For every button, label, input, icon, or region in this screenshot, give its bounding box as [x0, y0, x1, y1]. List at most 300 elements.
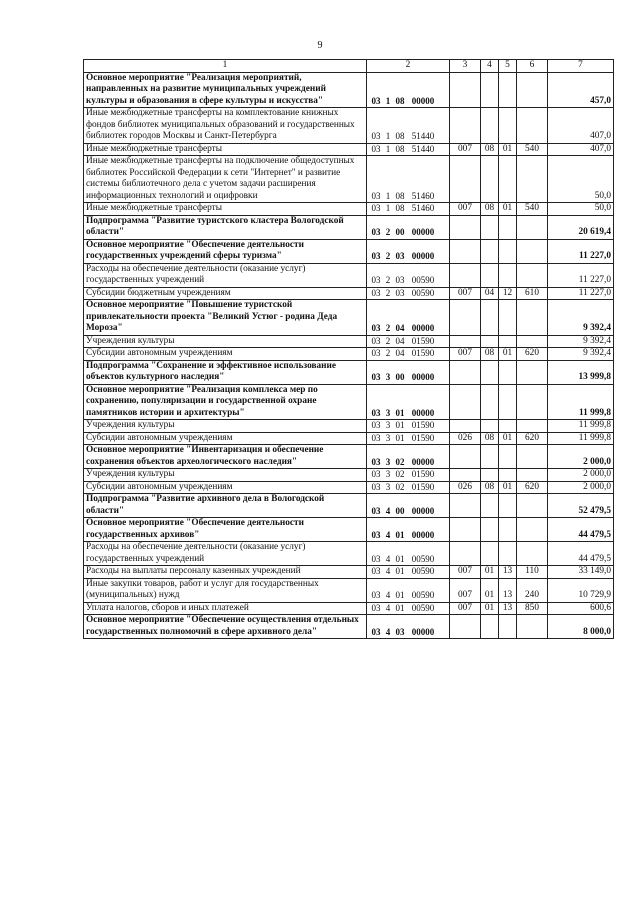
row-section — [481, 239, 499, 263]
code-part: 01590 — [411, 420, 435, 430]
row-section: 08 — [481, 481, 499, 494]
row-amount: 11 999,8 — [548, 420, 614, 433]
row-code — [367, 542, 450, 566]
row-name: Субсидии автономным учреждениям — [84, 481, 367, 494]
code-part: 1 — [385, 131, 391, 141]
code-part: 01 — [395, 566, 405, 576]
row-name: Иные межбюджетные трансферты на комплектование книжных фондов библиотек муниципальных образований и государственных библиотек городов Москвы и Санкт-Петербурга — [84, 108, 367, 144]
row-amount: 9 392,4 — [548, 300, 614, 336]
code-part: 00000 — [411, 372, 435, 382]
row-subsection — [499, 72, 517, 108]
row-code — [367, 348, 450, 361]
code-part: 2 — [385, 275, 391, 285]
code-part: 08 — [395, 143, 405, 154]
row-code — [367, 239, 450, 263]
row-ministry — [450, 445, 481, 469]
row-amount: 457,0 — [548, 72, 614, 108]
row-section: 01 — [481, 602, 499, 615]
row-ministry: 007 — [450, 203, 481, 216]
row-code — [367, 432, 450, 445]
row-ministry: 007 — [450, 348, 481, 361]
code-part: 51440 — [411, 131, 435, 141]
code-part: 03 — [371, 335, 381, 346]
row-expense-type — [517, 518, 548, 542]
table-row — [84, 143, 614, 156]
code-part: 08 — [395, 95, 405, 106]
row-ministry — [450, 542, 481, 566]
code-part: 03 — [395, 626, 405, 637]
row-amount: 13 999,8 — [548, 360, 614, 384]
code-part: 01590 — [411, 348, 435, 358]
row-ministry — [450, 215, 481, 239]
row-name: Иные закупки товаров, работ и услуг для государственных (муниципальных) нужд — [84, 578, 367, 602]
row-code — [367, 566, 450, 579]
row-name: Субсидии бюджетным учреждениям — [84, 287, 367, 300]
code-part: 08 — [395, 203, 405, 213]
row-code — [367, 360, 450, 384]
row-ministry — [450, 300, 481, 336]
code-part: 51460 — [411, 190, 435, 201]
row-name: Уплата налогов, сборов и иных платежей — [84, 602, 367, 615]
code-part: 01 — [395, 590, 405, 600]
row-code — [367, 156, 450, 203]
row-code — [367, 335, 450, 348]
code-part: 00000 — [411, 227, 435, 237]
row-name: Основное мероприятие "Обеспечение деятельности государственных архивов" — [84, 518, 367, 542]
row-amount: 44 479,5 — [548, 518, 614, 542]
row-subsection: 13 — [499, 566, 517, 579]
code-part: 1 — [385, 95, 391, 106]
row-section — [481, 384, 499, 420]
code-part: 00000 — [411, 251, 435, 261]
table-row — [84, 469, 614, 482]
table-row — [84, 239, 614, 263]
row-subsection: 13 — [499, 578, 517, 602]
row-expense-type — [517, 615, 548, 639]
row-expense-type: 610 — [517, 287, 548, 300]
row-ministry — [450, 108, 481, 144]
row-name: Расходы на обеспечение деятельности (оказание услуг) государственных учреждений — [84, 263, 367, 287]
row-section: 01 — [481, 566, 499, 579]
row-subsection — [499, 360, 517, 384]
row-code — [367, 445, 450, 469]
row-section — [481, 72, 499, 108]
row-subsection: 01 — [499, 143, 517, 156]
table-row — [84, 566, 614, 579]
code-part: 03 — [371, 456, 381, 467]
table-row — [84, 420, 614, 433]
code-part: 3 — [385, 469, 391, 479]
code-part: 03 — [371, 529, 381, 540]
page-number: 9 — [317, 40, 323, 51]
row-amount: 11 227,0 — [548, 287, 614, 300]
row-ministry — [450, 384, 481, 420]
code-part: 01 — [395, 407, 405, 418]
row-subsection — [499, 420, 517, 433]
row-amount: 11 227,0 — [548, 263, 614, 287]
row-expense-type — [517, 215, 548, 239]
row-subsection — [499, 239, 517, 263]
column-header-2: 2 — [367, 60, 450, 73]
row-expense-type: 620 — [517, 348, 548, 361]
code-part: 4 — [385, 602, 391, 613]
code-part: 01 — [395, 602, 405, 613]
code-part: 00000 — [411, 529, 435, 540]
code-part: 03 — [395, 287, 405, 298]
table-row — [84, 432, 614, 445]
row-name: Основное мероприятие "Инвентаризация и обеспечение сохранения объектов археологического наследия" — [84, 445, 367, 469]
code-part: 03 — [371, 432, 381, 443]
row-name: Основное мероприятие "Повышение туристской привлекательности проекта "Великий Устюг - родина Деда Мороза" — [84, 300, 367, 336]
row-code — [367, 615, 450, 639]
row-amount: 50,0 — [548, 156, 614, 203]
row-code — [367, 518, 450, 542]
code-part: 4 — [385, 553, 391, 564]
row-code — [367, 143, 450, 156]
code-part: 03 — [371, 95, 381, 106]
row-subsection: 12 — [499, 287, 517, 300]
code-part: 03 — [371, 553, 381, 564]
row-code — [367, 72, 450, 108]
row-code — [367, 420, 450, 433]
code-part: 00000 — [411, 456, 435, 467]
row-amount: 2 000,0 — [548, 445, 614, 469]
row-name: Основное мероприятие "Обеспечение осуществления отдельных государственных полномочий в сфере архивного дела" — [84, 615, 367, 639]
table-row — [84, 578, 614, 602]
row-subsection — [499, 542, 517, 566]
row-name: Учреждения культуры — [84, 420, 367, 433]
code-part: 00000 — [411, 323, 435, 333]
row-amount: 600,6 — [548, 602, 614, 615]
row-name: Учреждения культуры — [84, 335, 367, 348]
row-section — [481, 445, 499, 469]
row-ministry: 007 — [450, 578, 481, 602]
code-part: 00000 — [411, 407, 435, 418]
row-expense-type: 110 — [517, 566, 548, 579]
row-ministry — [450, 420, 481, 433]
row-expense-type — [517, 263, 548, 287]
row-name: Подпрограмма "Развитие архивного дела в Вологодской области" — [84, 494, 367, 518]
row-expense-type — [517, 72, 548, 108]
row-amount: 50,0 — [548, 203, 614, 216]
row-code — [367, 203, 450, 216]
code-part: 03 — [371, 131, 381, 141]
row-expense-type — [517, 445, 548, 469]
row-name: Субсидии автономным учреждениям — [84, 432, 367, 445]
code-part: 03 — [395, 275, 405, 285]
code-part: 2 — [385, 287, 391, 298]
row-section — [481, 518, 499, 542]
row-expense-type: 240 — [517, 578, 548, 602]
table-row — [84, 602, 614, 615]
code-part: 01590 — [411, 469, 435, 479]
table-row — [84, 518, 614, 542]
row-subsection — [499, 518, 517, 542]
code-part: 01 — [395, 432, 405, 443]
row-expense-type — [517, 542, 548, 566]
row-section: 04 — [481, 287, 499, 300]
row-ministry: 007 — [450, 566, 481, 579]
row-section — [481, 300, 499, 336]
row-section — [481, 615, 499, 639]
code-part: 00000 — [411, 505, 435, 516]
code-part: 00000 — [411, 626, 435, 637]
code-part: 00590 — [411, 566, 435, 576]
code-part: 4 — [385, 590, 391, 600]
row-expense-type — [517, 108, 548, 144]
code-part: 3 — [385, 432, 391, 443]
row-name: Подпрограмма "Сохранение и эффективное использование объектов культурного наследия" — [84, 360, 367, 384]
row-amount: 11 999,8 — [548, 384, 614, 420]
table-row — [84, 494, 614, 518]
row-code — [367, 602, 450, 615]
row-ministry — [450, 518, 481, 542]
row-name: Иные межбюджетные трансферты — [84, 143, 367, 156]
row-ministry — [450, 239, 481, 263]
row-section — [481, 335, 499, 348]
code-part: 03 — [371, 566, 381, 576]
row-amount: 20 619,4 — [548, 215, 614, 239]
row-ministry — [450, 72, 481, 108]
row-section — [481, 420, 499, 433]
row-section: 01 — [481, 578, 499, 602]
code-part: 2 — [385, 323, 391, 333]
code-part: 51460 — [411, 203, 435, 213]
code-part: 03 — [371, 626, 381, 637]
row-name: Основное мероприятие "Реализация мероприятий, направленных на развитие муниципальных учреждений культуры и образования в сфере культуры и искусства" — [84, 72, 367, 108]
code-part: 4 — [385, 626, 391, 637]
code-part: 03 — [371, 143, 381, 154]
row-section — [481, 494, 499, 518]
row-ministry — [450, 494, 481, 518]
code-part: 01 — [395, 420, 405, 430]
row-name: Иные межбюджетные трансферты на подключение общедоступных библиотек Российской Федерации к сети "Интернет" и развитие системы библиотечного дела с учетом задачи расширения информационных технологий и оцифровки — [84, 156, 367, 203]
code-part: 08 — [395, 190, 405, 201]
code-part: 04 — [395, 348, 405, 358]
row-subsection — [499, 263, 517, 287]
code-part: 4 — [385, 505, 391, 516]
row-expense-type: 850 — [517, 602, 548, 615]
code-part: 01 — [395, 529, 405, 540]
column-header-3: 3 — [450, 60, 481, 73]
row-code — [367, 494, 450, 518]
code-part: 1 — [385, 203, 391, 213]
code-part: 3 — [385, 456, 391, 467]
table-row — [84, 615, 614, 639]
code-part: 03 — [371, 372, 381, 382]
row-amount: 44 479,5 — [548, 542, 614, 566]
row-code — [367, 481, 450, 494]
code-part: 03 — [371, 407, 381, 418]
table-row — [84, 300, 614, 336]
row-section — [481, 469, 499, 482]
code-part: 02 — [395, 456, 405, 467]
row-expense-type — [517, 469, 548, 482]
row-code — [367, 108, 450, 144]
row-code — [367, 287, 450, 300]
row-ministry: 007 — [450, 143, 481, 156]
code-part: 3 — [385, 481, 391, 492]
row-code — [367, 384, 450, 420]
row-amount: 407,0 — [548, 143, 614, 156]
code-part: 03 — [371, 251, 381, 261]
code-part: 4 — [385, 566, 391, 576]
code-part: 00590 — [411, 275, 435, 285]
row-expense-type — [517, 300, 548, 336]
code-part: 51440 — [411, 143, 435, 154]
code-part: 1 — [385, 190, 391, 201]
code-part: 3 — [385, 420, 391, 430]
row-section: 08 — [481, 432, 499, 445]
row-section: 08 — [481, 348, 499, 361]
code-part: 03 — [371, 190, 381, 201]
row-ministry: 007 — [450, 287, 481, 300]
column-header-5: 5 — [499, 60, 517, 73]
code-part: 00590 — [411, 590, 435, 600]
row-section — [481, 263, 499, 287]
row-amount: 407,0 — [548, 108, 614, 144]
row-section — [481, 215, 499, 239]
row-code — [367, 578, 450, 602]
row-subsection — [499, 445, 517, 469]
code-part: 01 — [395, 553, 405, 564]
row-ministry — [450, 615, 481, 639]
row-ministry: 026 — [450, 432, 481, 445]
table-row — [84, 384, 614, 420]
code-part: 03 — [371, 602, 381, 613]
code-part: 00 — [395, 372, 405, 382]
budget-table — [83, 59, 614, 639]
row-expense-type — [517, 335, 548, 348]
row-name: Основное мероприятие "Обеспечение деятельности государственных учреждений сферы туризма" — [84, 239, 367, 263]
code-part: 00 — [395, 227, 405, 237]
row-subsection: 01 — [499, 481, 517, 494]
row-code — [367, 469, 450, 482]
row-ministry: 007 — [450, 602, 481, 615]
code-part: 01590 — [411, 335, 435, 346]
row-subsection — [499, 384, 517, 420]
row-subsection — [499, 215, 517, 239]
row-name: Иные межбюджетные трансферты — [84, 203, 367, 216]
code-part: 00590 — [411, 287, 435, 298]
table-row — [84, 203, 614, 216]
row-amount: 52 479,5 — [548, 494, 614, 518]
row-subsection — [499, 335, 517, 348]
table-row — [84, 360, 614, 384]
table-row — [84, 348, 614, 361]
code-part: 03 — [371, 323, 381, 333]
row-expense-type: 540 — [517, 203, 548, 216]
code-part: 03 — [371, 420, 381, 430]
row-section — [481, 108, 499, 144]
row-amount: 11 227,0 — [548, 239, 614, 263]
row-subsection: 01 — [499, 348, 517, 361]
table-row — [84, 215, 614, 239]
row-amount: 2 000,0 — [548, 481, 614, 494]
code-part: 03 — [371, 275, 381, 285]
code-part: 00000 — [411, 95, 435, 106]
row-subsection — [499, 494, 517, 518]
code-part: 3 — [385, 407, 391, 418]
row-code — [367, 300, 450, 336]
row-subsection: 01 — [499, 203, 517, 216]
code-part: 3 — [385, 372, 391, 382]
code-part: 01590 — [411, 481, 435, 492]
row-code — [367, 263, 450, 287]
code-part: 03 — [371, 469, 381, 479]
row-name: Расходы на обеспечение деятельности (оказание услуг) государственных учреждений — [84, 542, 367, 566]
code-part: 03 — [371, 348, 381, 358]
table-body — [84, 72, 614, 639]
row-subsection — [499, 108, 517, 144]
code-part: 02 — [395, 469, 405, 479]
row-name: Основное мероприятие "Реализация комплекса мер по сохранению, популяризации и государственной охране памятников истории и архитектуры" — [84, 384, 367, 420]
row-ministry — [450, 263, 481, 287]
row-subsection — [499, 300, 517, 336]
table-row — [84, 72, 614, 108]
code-part: 03 — [371, 481, 381, 492]
table-header-row — [84, 60, 614, 73]
row-subsection: 01 — [499, 432, 517, 445]
code-part: 00590 — [411, 553, 435, 564]
row-expense-type: 540 — [517, 143, 548, 156]
table-row — [84, 108, 614, 144]
column-header-1: 1 — [84, 60, 367, 73]
code-part: 2 — [385, 251, 391, 261]
table-row — [84, 445, 614, 469]
row-expense-type — [517, 420, 548, 433]
row-expense-type: 620 — [517, 432, 548, 445]
column-header-6: 6 — [517, 60, 548, 73]
row-name: Учреждения культуры — [84, 469, 367, 482]
code-part: 4 — [385, 529, 391, 540]
code-part: 2 — [385, 335, 391, 346]
table-row — [84, 287, 614, 300]
code-part: 00590 — [411, 602, 435, 613]
row-section — [481, 360, 499, 384]
code-part: 08 — [395, 131, 405, 141]
row-amount: 9 392,4 — [548, 335, 614, 348]
row-subsection — [499, 156, 517, 203]
code-part: 03 — [371, 203, 381, 213]
row-expense-type — [517, 494, 548, 518]
code-part: 01590 — [411, 432, 435, 443]
row-name: Субсидии автономным учреждениям — [84, 348, 367, 361]
row-ministry — [450, 156, 481, 203]
row-ministry — [450, 469, 481, 482]
row-section: 08 — [481, 203, 499, 216]
code-part: 03 — [371, 287, 381, 298]
row-amount: 9 392,4 — [548, 348, 614, 361]
table-row — [84, 481, 614, 494]
code-part: 2 — [385, 348, 391, 358]
code-part: 03 — [395, 251, 405, 261]
row-section: 08 — [481, 143, 499, 156]
row-amount: 11 999,8 — [548, 432, 614, 445]
row-ministry — [450, 360, 481, 384]
table-row — [84, 263, 614, 287]
table-row — [84, 156, 614, 203]
row-subsection — [499, 615, 517, 639]
code-part: 03 — [371, 590, 381, 600]
row-section — [481, 156, 499, 203]
code-part: 03 — [371, 227, 381, 237]
row-amount: 10 729,9 — [548, 578, 614, 602]
table-row — [84, 542, 614, 566]
row-subsection — [499, 469, 517, 482]
row-expense-type — [517, 156, 548, 203]
table-row — [84, 335, 614, 348]
